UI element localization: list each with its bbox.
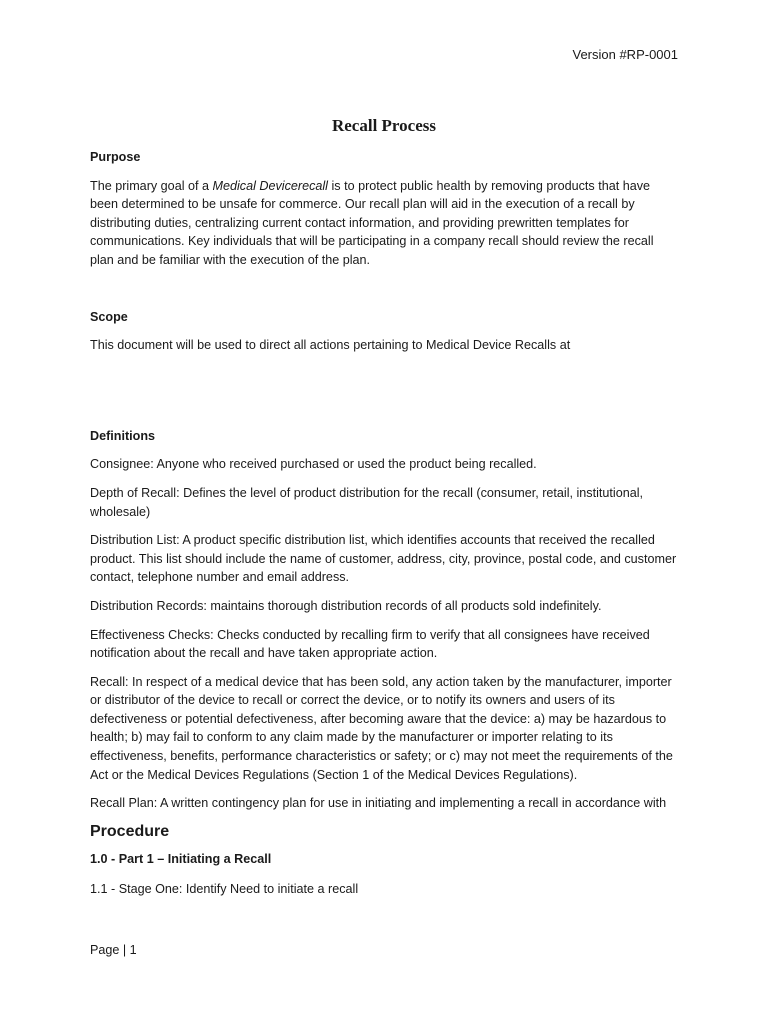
definitions-heading: Definitions	[90, 428, 156, 443]
procedure-part1-heading: 1.0 - Part 1 – Initiating a Recall	[90, 852, 272, 867]
definition-effectiveness-checks: Effectiveness Checks: Checks conducted by recalling firm to verify that all consignees have received notification about the recall and have taken appropriate action.	[90, 627, 650, 661]
document-body	[90, 148, 680, 899]
definition-distribution-records: Distribution Records: maintains thorough distribution records of all products sold indefinitely.	[90, 598, 602, 613]
scope-paragraph: This document will be used to direct all actions pertaining to Medical Device Recalls at	[90, 338, 571, 353]
definition-consignee: Consignee: Anyone who received purchased or used the product being recalled.	[90, 457, 537, 472]
procedure-stage1: 1.1 - Stage One: Identify Need to initiate a recall	[90, 882, 359, 897]
page-number: Page | 1	[90, 943, 137, 957]
scope-heading: Scope	[90, 309, 128, 324]
purpose-text-end: is to protect public health by removing products that have been determined to be unsafe for commerce. Our recall plan will aid in the execution of a recall by distributing duties, centralizing current contact information, and providing prewritten templates for communications. Key individuals that will be participating in a company recall should review the recall plan and be familiar with the execution of the plan.	[90, 178, 654, 267]
definition-recall: Recall: In respect of a medical device that has been sold, any action taken by the manufacturer, importer or distributor of the device to recall or correct the device, or to notify its owners and users of its defectiveness or potential defectiveness, after becoming aware that the device: a) may be hazardous to health; b) may fail to conform to any claim made by the manufacturer or importer relating to its effectiveness, benefits, performance characteristics or safety; or c) may not meet the requirements of the Act or the Medical Devices Regulations (Section 1 of the Medical Devices Regulations).	[90, 674, 673, 782]
definition-distribution-list: Distribution List: A product specific distribution list, which identifies accounts that received the recalled product. This list should include the name of customer, address, city, province, postal code, and customer contact, telephone number and email address.	[90, 533, 677, 585]
definition-depth-of-recall: Depth of Recall: Defines the level of product distribution for the recall (consumer, retail, institutional, wholesale)	[90, 485, 643, 519]
procedure-heading: Procedure	[90, 822, 170, 840]
document-title: Recall Process	[331, 116, 436, 135]
definition-recall-plan: Recall Plan: A written contingency plan for use in initiating and implementing a recall in accordance with	[90, 796, 667, 811]
purpose-paragraph	[90, 177, 680, 270]
version-label: Version #RP-0001	[572, 47, 678, 62]
purpose-text-italic: Medical Devicerecall	[212, 178, 328, 193]
purpose-heading: Purpose	[90, 150, 141, 164]
purpose-text-start: The primary goal of a	[90, 178, 213, 193]
